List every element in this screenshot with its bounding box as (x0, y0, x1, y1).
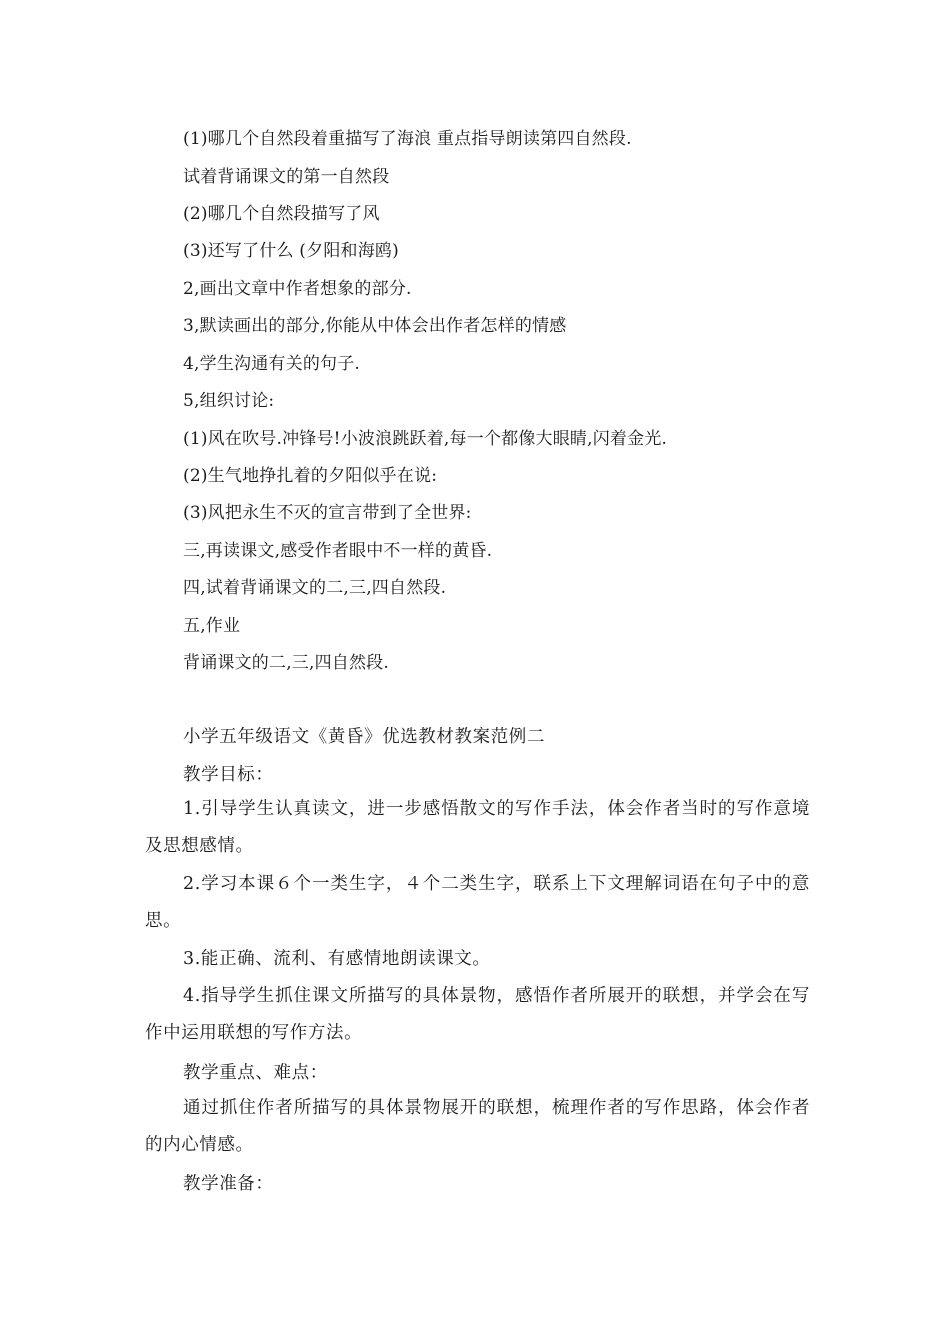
goal-paragraph: 3.能正确、流利、有感情地朗读课文。 (183, 949, 491, 969)
goal-paragraph: 1.引导学生认真读文，进一步感悟散文的写作手法，体会作者当时的写作意境及思想感情。 (145, 799, 810, 856)
text-line: 3,默读画出的部分,你能从中体会出作者怎样的情感 (183, 316, 567, 336)
prep-heading: 教学准备： (183, 1174, 274, 1194)
text-line: (3)风把永生不灭的宣言带到了全世界: (183, 503, 472, 523)
text-line: (2)生气地挣扎着的夕阳似乎在说: (183, 466, 438, 486)
text-line: 2,画出文章中作者想象的部分. (183, 279, 412, 299)
goals-heading: 教学目标： (183, 765, 274, 785)
text-line: (1)哪几个自然段着重描写了海浪 重点指导朗读第四自然段. (183, 129, 632, 149)
text-line: (3)还写了什么 (夕阳和海鸥) (183, 241, 399, 261)
goal-paragraph: 4.指导学生抓住课文所描写的具体景物，感悟作者所展开的联想，并学会在写作中运用联想的写作方法。 (145, 986, 810, 1043)
text-line: 三,再读课文,感受作者眼中不一样的黄昏. (183, 541, 493, 561)
text-line: 背诵课文的二,三,四自然段. (183, 653, 390, 673)
text-line: 四,试着背诵课文的二,三,四自然段. (183, 578, 447, 598)
text-line: (1)风在吹号.冲锋号!小波浪跳跃着,每一个都像大眼睛,闪着金光. (183, 429, 668, 449)
key-heading: 教学重点、难点： (183, 1063, 328, 1083)
key-paragraph: 通过抓住作者所描写的具体景物展开的联想，梳理作者的写作思路，体会作者的内心情感。 (145, 1098, 810, 1155)
text-line: 五,作业 (183, 616, 241, 636)
text-line: 试着背诵课文的第一自然段 (183, 167, 390, 187)
text-line: 4,学生沟通有关的句子. (183, 354, 361, 374)
text-line: (2)哪几个自然段描写了风 (183, 204, 380, 224)
section-title: 小学五年级语文《黄昏》优选教材教案范例二 (183, 727, 545, 747)
text-line: 5,组织讨论: (183, 391, 275, 411)
goal-paragraph: 2.学习本课６个一类生字，４个二类生字，联系上下文理解词语在句子中的意思。 (145, 874, 810, 931)
